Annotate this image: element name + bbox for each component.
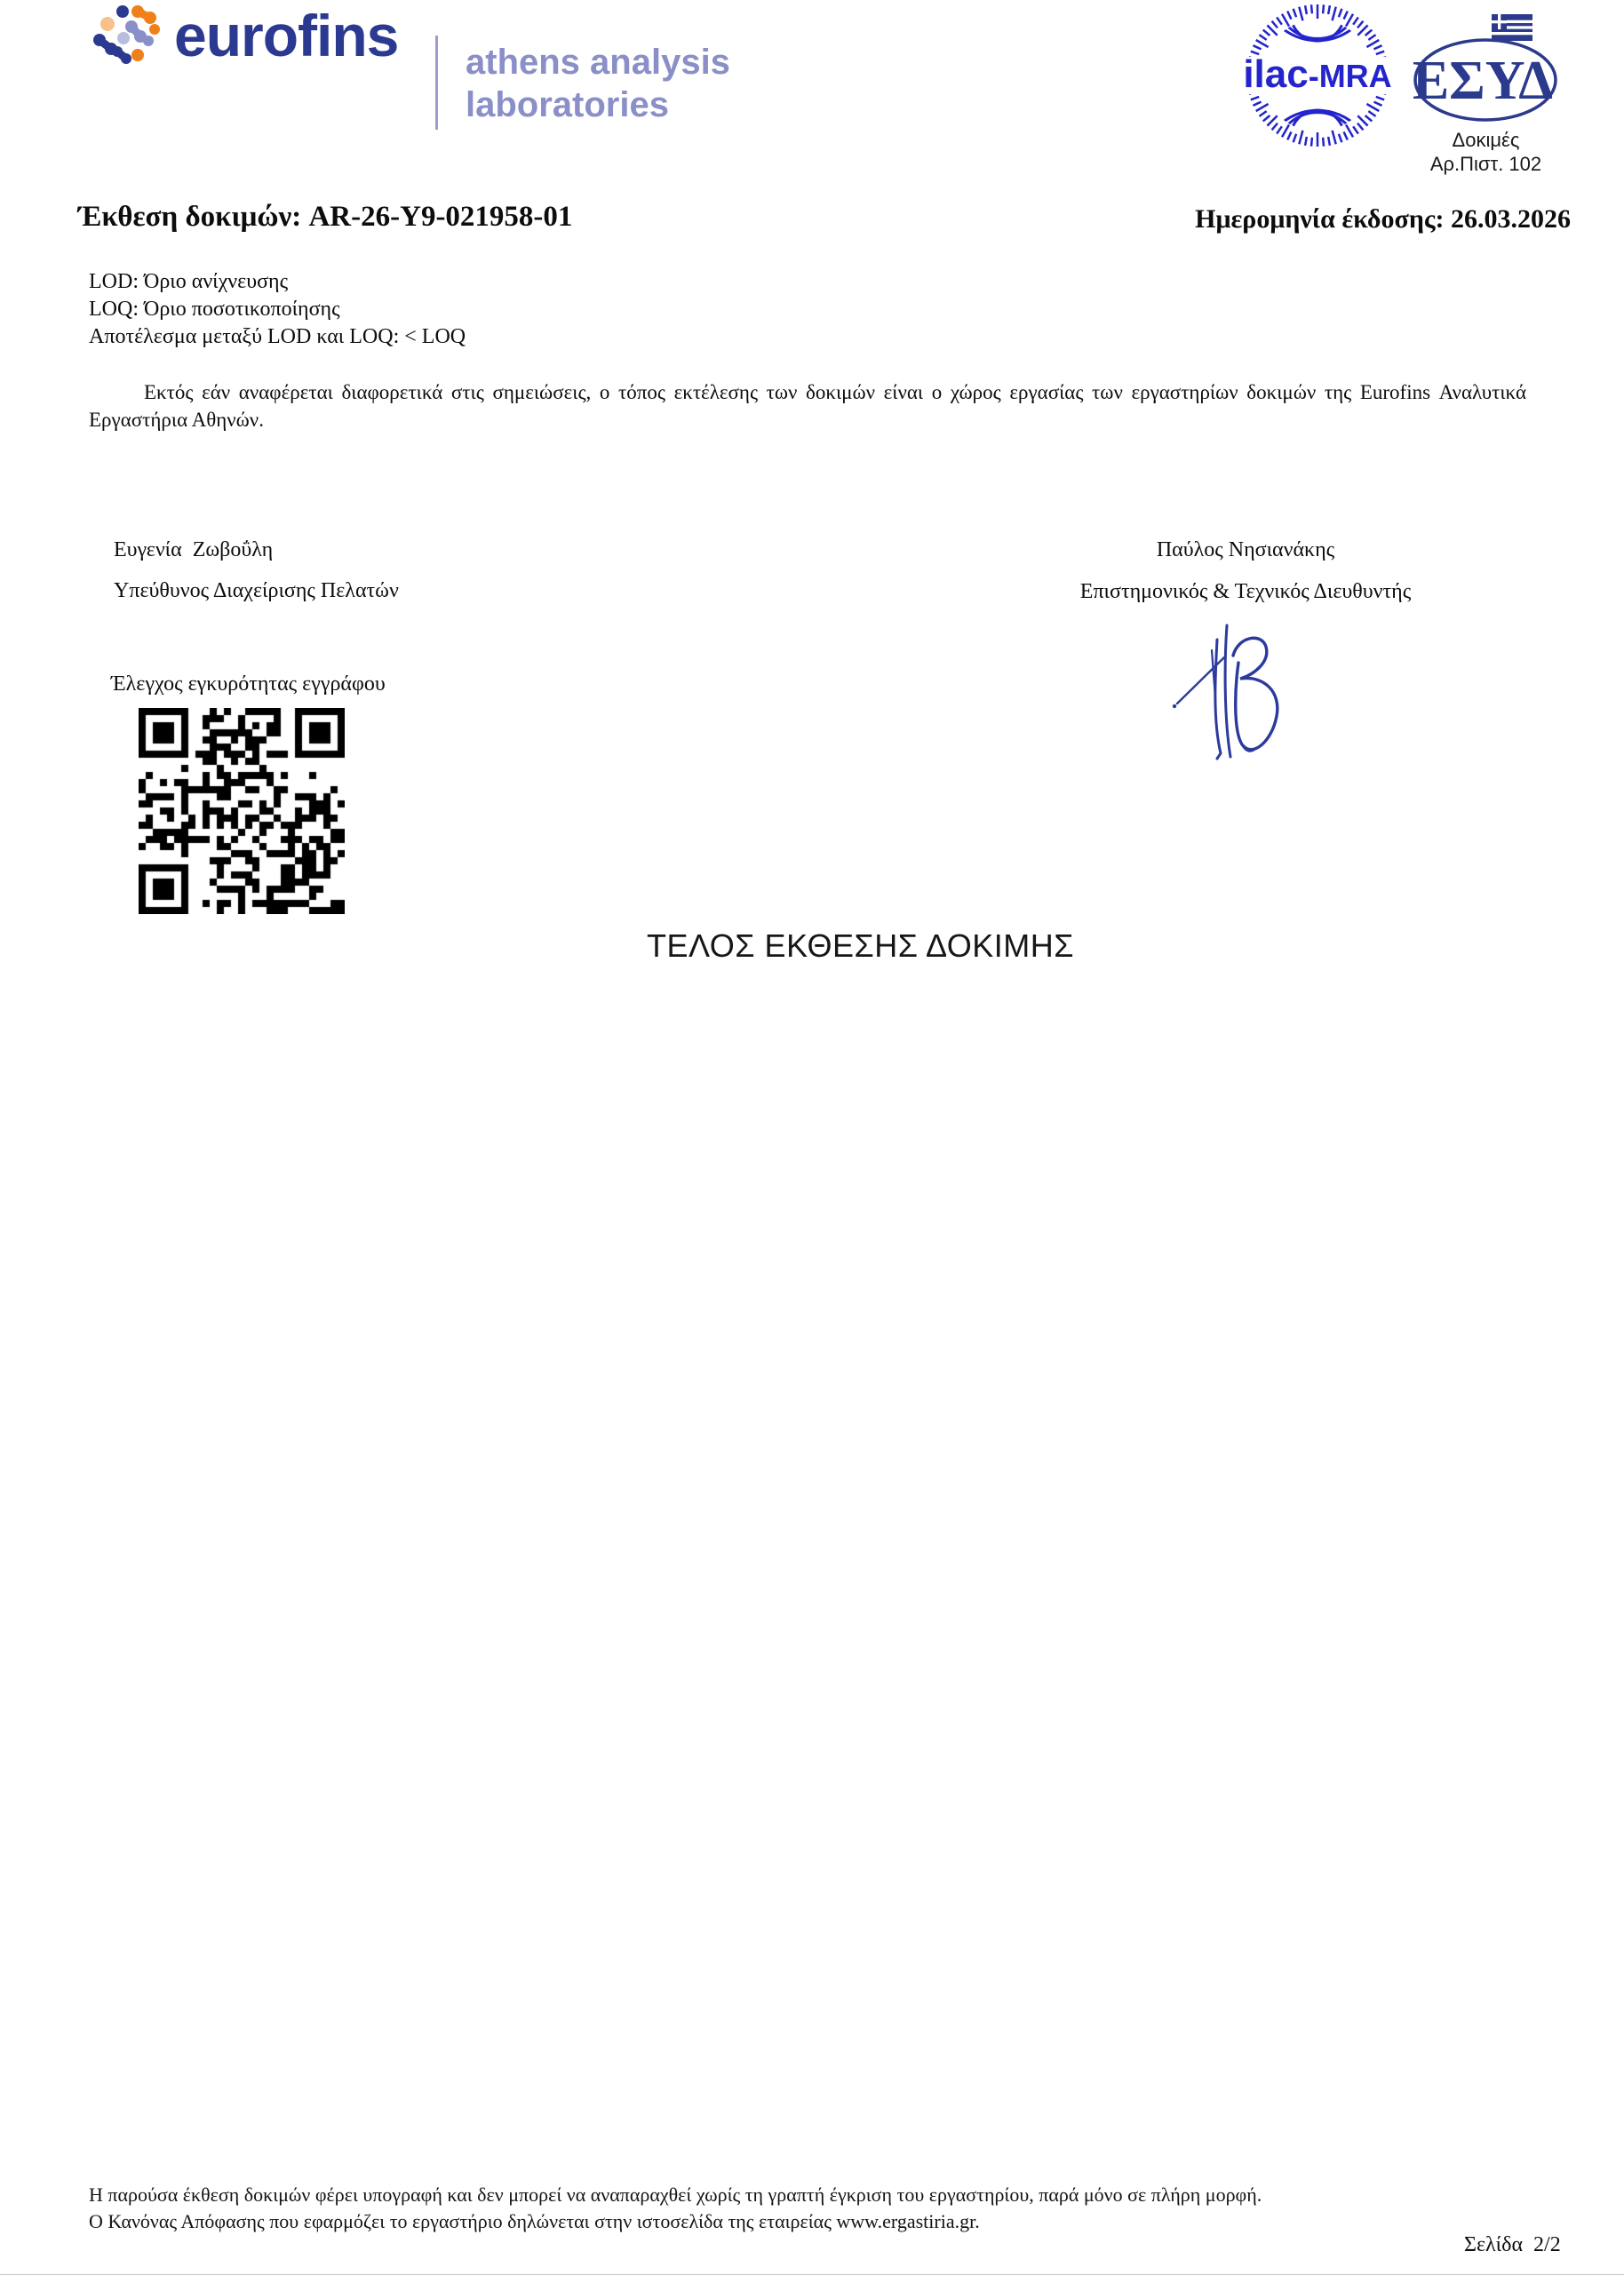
lod-definition: LOD: Όριο ανίχνευσης xyxy=(89,270,289,293)
page-number: Σελίδα 2/2 xyxy=(1464,2233,1561,2256)
footer-note xyxy=(89,2182,1262,2235)
signatory-right xyxy=(1055,538,1436,604)
sub-brand-line1: athens analysis xyxy=(466,43,730,82)
loq-definition: LOQ: Όριο ποσοτικοποίησης xyxy=(89,298,340,321)
sub-brand-wordmark xyxy=(466,41,730,126)
signatory-left-name: Ευγενία Ζωβοΰλη xyxy=(114,538,274,561)
brand-wordmark: eurofins xyxy=(174,3,399,68)
accreditation-line1: Δοκιμές xyxy=(1452,129,1520,151)
between-definition: Αποτέλεσμα μεταξύ LOD και LOQ: < LOQ xyxy=(89,325,466,348)
sub-brand-line2: laboratories xyxy=(466,85,669,124)
brand-divider xyxy=(435,36,438,130)
esyd-logo-icon xyxy=(1408,12,1561,123)
footer-line1: Η παρούσα έκθεση δοκιμών φέρει υπογραφή και δεν μπορεί να αναπαραχθεί χωρίς τη γραπτή έγκριση του εργαστηρίου, παρά μόνο σε πλήρη μορφή. xyxy=(89,2184,1262,2206)
signatory-right-role: Επιστημονικός & Τεχνικός Διευθυντής xyxy=(1079,580,1412,603)
validation-label: Έλεγχος εγκυρότητας εγγράφου xyxy=(111,672,386,696)
issue-date: Ημερομηνία έκδοσης: 26.03.2026 xyxy=(1195,204,1571,234)
ilac-mra-stamp-icon xyxy=(1242,0,1393,151)
signatory-left-role: Υπεύθυνος Διαχείρισης Πελατών xyxy=(114,579,399,602)
ilac-mra-label: ilac-MRA xyxy=(1243,52,1392,96)
end-of-report-label: ΤΕΛΟΣ ΕΚΘΕΣΗΣ ΔΟΚΙΜΗΣ xyxy=(647,927,1075,964)
greek-flag-icon xyxy=(1492,14,1532,41)
page-title: Έκθεση δοκιμών: AR-26-Y9-021958-01 xyxy=(78,201,573,233)
lod-loq-definitions xyxy=(89,268,466,351)
esyd-label: ΕΣΥΔ xyxy=(1412,51,1554,111)
footer-line2: Ο Κανόνας Απόφασης που εφαρμόζει το εργαστήριο δηλώνεται στην ιστοσελίδα της εταιρείας www.ergastiria.gr. xyxy=(89,2210,980,2232)
signatory-right-name: Παύλος Νησιανάκης xyxy=(1156,538,1335,561)
qr-code xyxy=(139,708,345,914)
accreditation-line2: Αρ.Πιστ. 102 xyxy=(1429,153,1542,175)
signature-icon xyxy=(1171,620,1295,771)
execution-note: Εκτός εάν αναφέρεται διαφορετικά στις σημειώσεις, ο τόπος εκτέλεσης των δοκιμών είναι ο χώρος εργασίας των εργαστηρίων δοκιμών της Eurofins Αναλυτικά Εργαστήρια Αθηνών. xyxy=(89,381,1526,431)
eurofins-logo-icon xyxy=(87,4,169,69)
accreditation-text xyxy=(1413,128,1559,176)
